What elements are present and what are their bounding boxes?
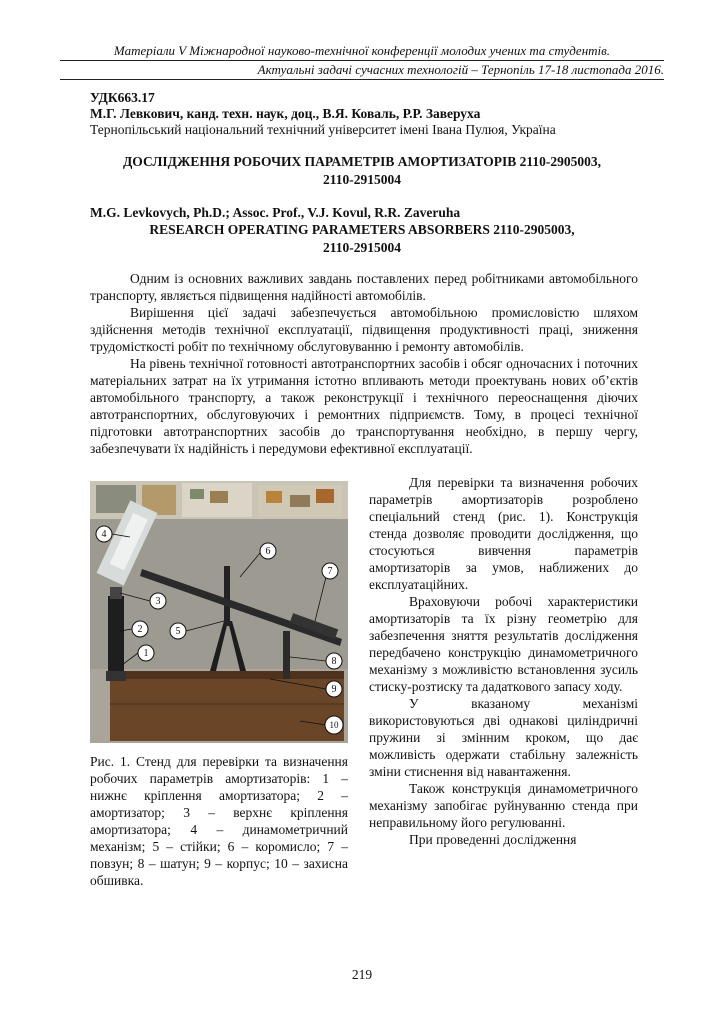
figure-caption: Рис. 1. Стенд для перевірки та визначення робочих параметрів амортизаторів: 1 – нижнє кріплення амортизатора; 2 – амортизатор; 3 – верхнє кріплення амортизатора; 4 – динамометричний механізм; 5 – стійки; 6 – коромисло; 7 – повзун; 8 – шатун; 9 – корпус; 10 – захисна обшивка. bbox=[90, 754, 348, 888]
header-line-1: Матеріали V Міжнародної науково-технічної конференції молодих учених та студентів. bbox=[60, 42, 664, 61]
body-text bbox=[90, 270, 638, 457]
title-ua-line-1: ДОСЛІДЖЕННЯ РОБОЧИХ ПАРАМЕТРІВ АМОРТИЗАТОРІВ 2110-2905003, bbox=[123, 154, 601, 169]
callout-7: 7 bbox=[327, 566, 333, 577]
callout-10: 10 bbox=[329, 720, 339, 730]
header-line-2: Актуальні задачі сучасних технологій – Тернопіль 17-18 листопада 2016. bbox=[60, 61, 664, 80]
callout-4: 4 bbox=[101, 529, 107, 540]
paragraph: У вказаному механізмі використовуються дві однакові циліндричні пружини зі змінним кроком, що дає можливість одержати стабільну залежність зміни стиснення від навантаження. bbox=[369, 696, 638, 779]
paragraph: Враховуючи робочі характеристики амортизаторів та їх різну геометрію для забезпечення зняття результатів дослідження передбачено конструкцію динамометричного механізму з можливістю встановлення зусиль стиску-розтиску та дадаткового запасу ходу. bbox=[369, 594, 638, 694]
callout-6: 6 bbox=[265, 546, 271, 557]
right-column-text bbox=[369, 474, 638, 848]
authors: М.Г. Левкович, канд. техн. наук, доц., В.Я. Коваль, Р.Р. Заверуха bbox=[90, 106, 481, 121]
udk-code: УДК663.17 bbox=[90, 90, 155, 105]
callout-8: 8 bbox=[331, 656, 337, 667]
paragraph: Для перевірки та визначення робочих параметрів амортизаторів розроблено спеціальний стенд (рис. 1). Конструкція стенда дозволяє проводити дослідження, що стосуються вивчення параметрів амортизаторів за умов, наближених до експлуатаційних. bbox=[369, 475, 638, 592]
callout-5: 5 bbox=[175, 626, 181, 637]
callout-9: 9 bbox=[331, 684, 337, 695]
page-number: 219 bbox=[351, 967, 373, 982]
paragraph: Вирішення цієї задачі забезпечується автомобільною промисловістю шляхом здійснення методів технічної експлуатації, підвищення продуктивності праці, зниження трудомісткості робіт по технічному обслуговуванню і ремонту автомобілів. bbox=[90, 305, 638, 354]
paragraph: На рівень технічної готовності автотранспортних засобів і обсяг одночасних і поточних матеріальних затрат на їх утримання істотно впливають методи проектувань нових об’єктів автомобільного транспорту, а також реконструкції і технічного переоснащення діючих автотранспортних, обслуговуючих і ремонтних підприємств. Тому, в процесі технічної підготовки автотранспортних засобів до транспортування необхідно, в першу чергу, забезпечувати їх надійність і передумови ефективної експлуатації. bbox=[90, 356, 638, 456]
paragraph: Також конструкція динамометричного механізму запобігає руйнуванню стенда при неправильному його регулюванні. bbox=[369, 781, 638, 830]
figure-photo bbox=[90, 481, 348, 743]
callout-1: 1 bbox=[143, 648, 149, 659]
title-en-line-1: RESEARCH OPERATING PARAMETERS ABSORBERS 2110-2905003, bbox=[149, 222, 575, 237]
affiliation: Тернопільський національний технічний університет імені Івана Пулюя, Україна bbox=[90, 122, 556, 137]
authors-english: M.G. Levkovych, Ph.D.; Assoc. Prof., V.J. Kovul, R.R. Zaveruha bbox=[90, 205, 461, 220]
running-header bbox=[60, 42, 664, 80]
test-stand-illustration bbox=[90, 481, 348, 743]
callout-2: 2 bbox=[137, 624, 143, 635]
title-ua-line-2: 2110-2915004 bbox=[322, 172, 401, 187]
callout-3: 3 bbox=[155, 596, 161, 607]
paragraph: Одним із основних важливих завдань поставлених перед робітниками автомобільного транспорту, являється підвищення надійності автомобілів. bbox=[90, 271, 638, 303]
paragraph: При проведенні дослідження bbox=[409, 832, 577, 847]
title-english bbox=[90, 221, 634, 257]
title-en-line-2: 2110-2915004 bbox=[322, 240, 401, 255]
title-ukrainian bbox=[90, 153, 634, 189]
